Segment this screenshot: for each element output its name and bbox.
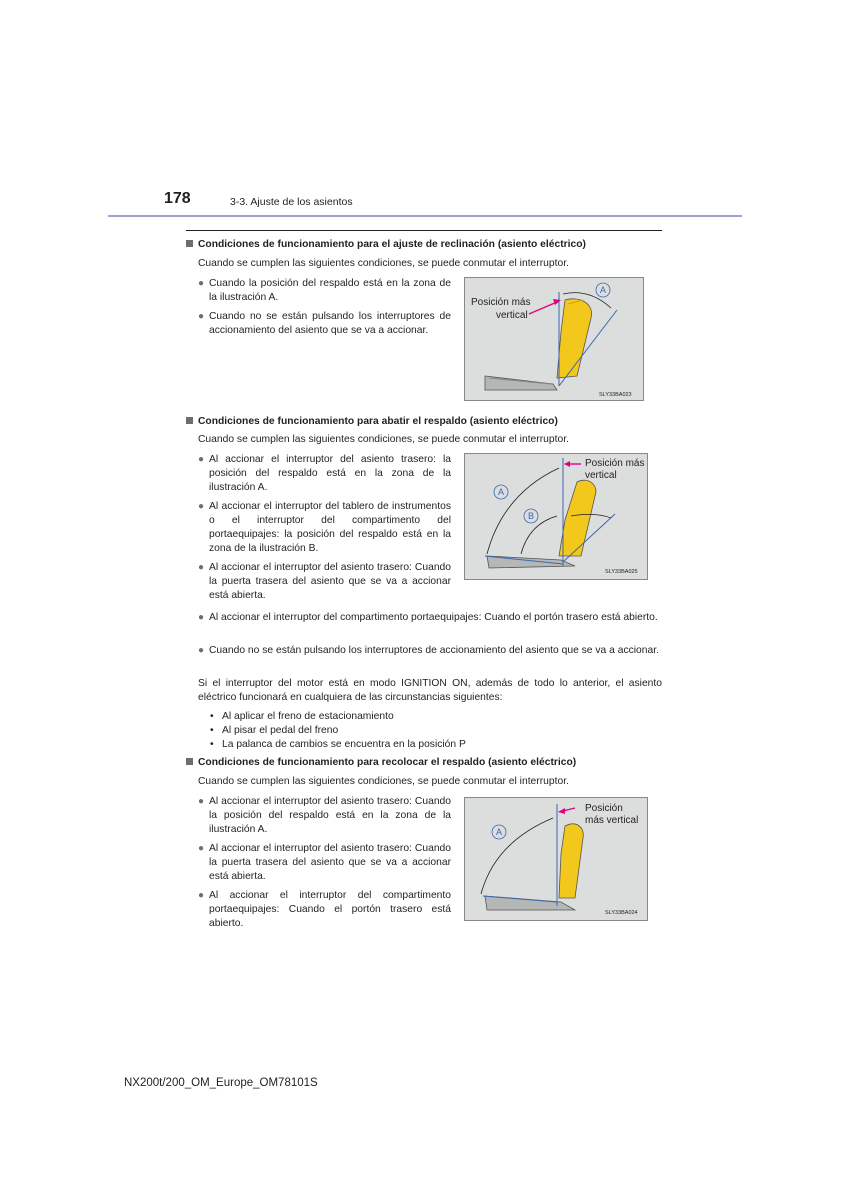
list-item: ● Al accionar el interruptor del compartimento portaequipajes: Cuando el portón trasero está abierto. (198, 612, 658, 623)
section-rule (186, 230, 662, 231)
figure-reclination (464, 277, 644, 401)
heading-restore: Condiciones de funcionamiento para recolocar el respaldo (asiento eléctrico) (186, 757, 576, 768)
page-number: 178 (164, 190, 191, 207)
middot-icon: • (210, 711, 214, 722)
bullet-icon: ● (198, 796, 205, 807)
figure-label-line2: vertical (585, 470, 617, 481)
header-rule (108, 215, 742, 217)
bullet-icon: ● (198, 562, 205, 573)
ignition-note: Si el interruptor del motor está en modo IGNITION ON, además de todo lo anterior, el asiento eléctrico funcionará en cualquiera de las circunstancias siguientes: (198, 678, 662, 703)
list-item: ● Al accionar el interruptor del compartimento portaequipajes: Cuando el portón trasero está abierto. (198, 890, 451, 929)
section-title: 3-3. Ajuste de los asientos (230, 196, 353, 208)
heading-reclination: Condiciones de funcionamiento para el ajuste de reclinación (asiento eléctrico) (186, 239, 586, 250)
bullet-icon: ● (198, 645, 205, 656)
figure-label-line1: Posición más (585, 458, 645, 469)
heading-fold: Condiciones de funcionamiento para abatir el respaldo (asiento eléctrico) (186, 416, 558, 427)
intro-fold: Cuando se cumplen las siguientes condiciones, se puede conmutar el interruptor. (198, 434, 569, 445)
list-item: ● Al accionar el interruptor del asiento trasero: Cuando la posición del respaldo está en la zona de la ilustración A. (198, 796, 451, 835)
figure-restore (464, 797, 648, 921)
figure-label-line2: vertical (496, 310, 528, 321)
list-item: ● Al accionar el interruptor del asiento trasero: Cuando la puerta trasera del asiento que se va a accionar está abierta. (198, 843, 451, 882)
figure-label-line2: más vertical (585, 815, 639, 826)
list-item: ● Cuando no se están pulsando los interruptores de accionamiento del asiento que se va a accionar. (198, 311, 451, 336)
list-item: • Al pisar el pedal del freno (210, 725, 339, 736)
footer-doc-id: NX200t/200_OM_Europe_OM78101S (124, 1077, 318, 1089)
figure-label-line1: Posición más (471, 297, 531, 308)
bullet-icon: ● (198, 501, 205, 512)
intro-reclination: Cuando se cumplen las siguientes condiciones, se puede conmutar el interruptor. (198, 258, 569, 269)
figure-label-line1: Posición (585, 803, 623, 814)
bullet-icon: ● (198, 311, 205, 322)
bullet-icon: ● (198, 454, 205, 465)
bullet-icon: ● (198, 612, 205, 623)
list-item: • La palanca de cambios se encuentra en la posición P (210, 739, 466, 750)
list-item: ● Al accionar el interruptor del asiento trasero: Cuando la puerta trasera del asiento que se va a accionar está abierta. (198, 562, 451, 601)
list-item: ● Al accionar el interruptor del asiento trasero: la posición del respaldo está en la zona de la ilustración A. (198, 454, 451, 493)
list-item: ● Al accionar el interruptor del tablero de instrumentos o el interruptor del compartimento del portaequipajes: la posición del respaldo está en la zona de la ilustración B. (198, 501, 451, 554)
circle-a-label: A (498, 487, 505, 497)
list-item: ● Cuando no se están pulsando los interruptores de accionamiento del asiento que se va a accionar. (198, 645, 659, 656)
circle-b-label: B (528, 511, 535, 521)
bullet-icon: ● (198, 843, 205, 854)
figure-code: SLY33BA024 (605, 910, 638, 916)
circle-a-label: A (496, 827, 503, 837)
bullet-icon: ● (198, 278, 205, 289)
figure-code: SLY33BA025 (605, 569, 638, 575)
figure-fold (464, 453, 648, 580)
intro-restore: Cuando se cumplen las siguientes condiciones, se puede conmutar el interruptor. (198, 776, 569, 787)
list-item: • Al aplicar el freno de estacionamiento (210, 711, 394, 722)
middot-icon: • (210, 725, 214, 736)
middot-icon: • (210, 739, 214, 750)
figure-code: SLY33BA023 (599, 392, 632, 398)
circle-a-label: A (600, 285, 607, 295)
list-item: ● Cuando la posición del respaldo está en la zona de la ilustración A. (198, 278, 451, 303)
bullet-icon: ● (198, 890, 205, 901)
